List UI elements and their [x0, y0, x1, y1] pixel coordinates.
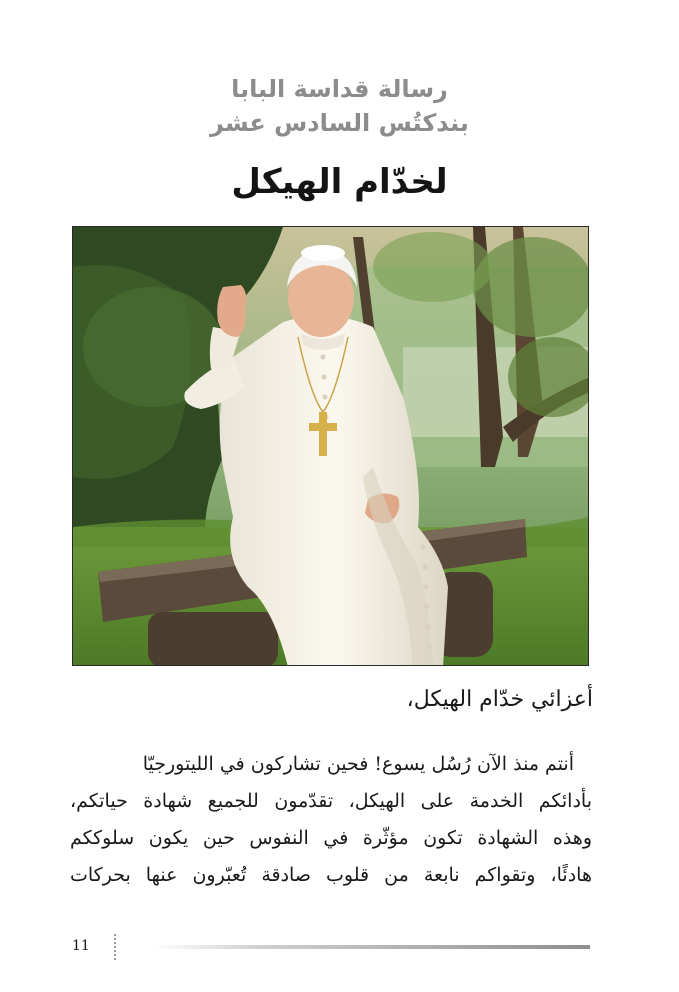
page-number: 11 [72, 938, 90, 954]
subtitle-line-2: بندكتُس السادس عشر [210, 109, 469, 137]
paragraph-line: بأدائكم الخدمة على الهيكل، تقدّمون للجميع شهادة حياتكم، [70, 790, 592, 812]
message-paragraph [70, 746, 592, 894]
footer-divider [114, 934, 116, 960]
page-title: لخدّام الهيكل [231, 162, 448, 202]
paragraph-line: وهذه الشهادة تكون مؤثّرة في النفوس حين يكون سلوككم [70, 827, 592, 849]
pope-photo [72, 226, 589, 666]
paragraph-line: أنتم منذ الآن رُسُل يسوع! فحين تشاركون في الليتورجيّا [142, 753, 574, 775]
subtitle-line-1: رسالة قداسة البابا [231, 75, 448, 103]
greeting: أعزائي خدّام الهيكل، [406, 687, 593, 712]
paragraph-line: هادئًا، وتقواكم نابعة من قلوب صادقة تُعبّرون عنها بحركات [70, 864, 592, 886]
footer-rule [152, 945, 590, 949]
